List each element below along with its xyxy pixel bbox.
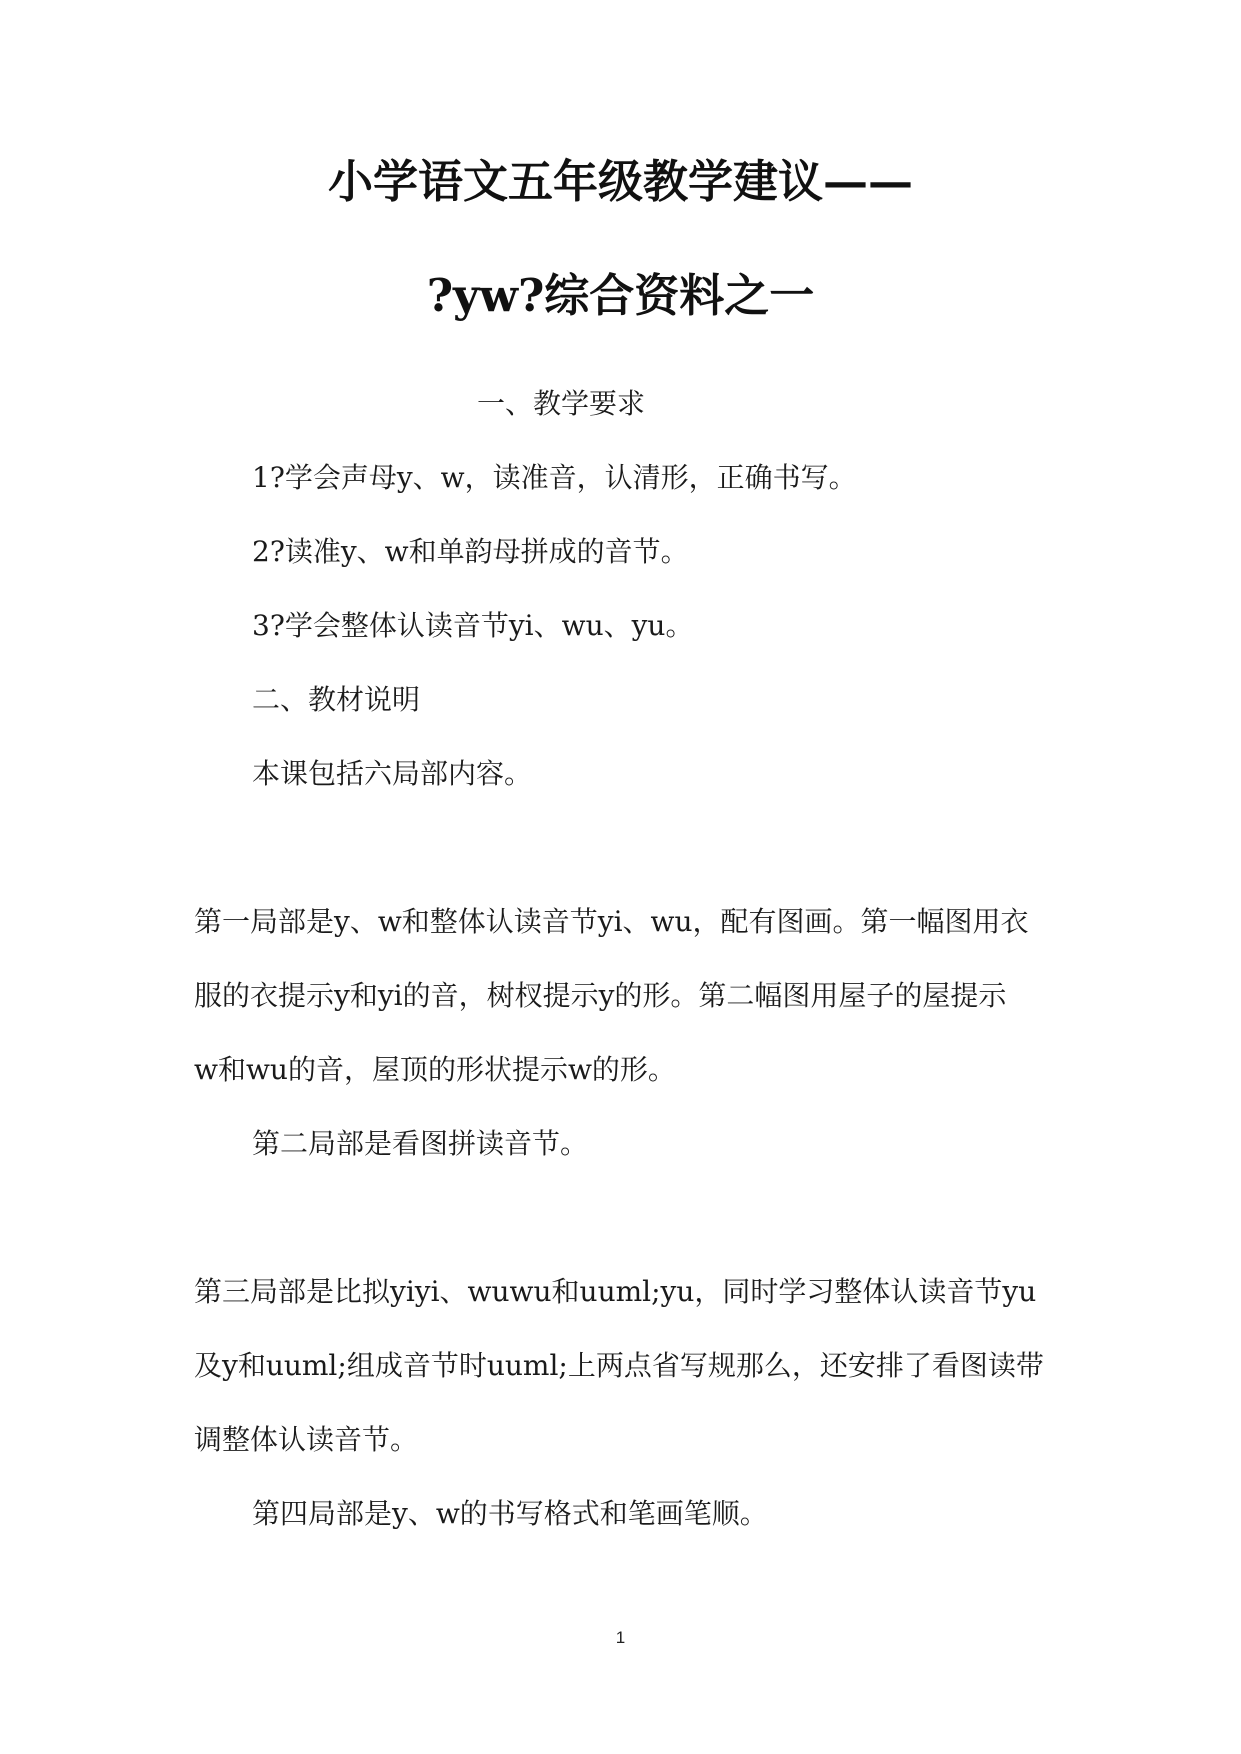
part1-paragraph-line: 服的衣提示y和yi的音，树杈提示y的形。第二幅图用屋子的屋提示 bbox=[194, 979, 1007, 1012]
page-number: 1 bbox=[615, 1628, 626, 1647]
document-title-line-1: 小学语文五年级教学建议—— bbox=[327, 155, 913, 208]
part1-paragraph-line: 第一局部是y、w和整体认读音节yi、wu，配有图画。第一幅图用衣 bbox=[194, 905, 1029, 938]
part3-paragraph-line: 第三局部是比拟yiyi、wuwu和uuml;yu，同时学习整体认读音节yu bbox=[194, 1275, 1037, 1308]
requirement-item-3: 3?学会整体认读音节yi、wu、yu。 bbox=[252, 609, 694, 642]
document-title-line-2: ?yw?综合资料之一 bbox=[426, 269, 815, 322]
part3-paragraph-line: 及y和uuml;组成音节时uuml;上两点省写规那么，还安排了看图读带 bbox=[194, 1349, 1044, 1382]
part2-paragraph: 第二局部是看图拼读音节。 bbox=[252, 1127, 589, 1160]
section-heading-materials: 二、教材说明 bbox=[252, 683, 421, 716]
part4-paragraph: 第四局部是y、w的书写格式和笔画笔顺。 bbox=[252, 1497, 768, 1530]
section-heading-requirements: 一、教学要求 bbox=[477, 387, 646, 420]
requirement-item-1: 1?学会声母y、w，读准音，认清形，正确书写。 bbox=[252, 461, 857, 494]
requirement-item-2: 2?读准y、w和单韵母拼成的音节。 bbox=[252, 535, 689, 568]
part3-paragraph-line: 调整体认读音节。 bbox=[194, 1423, 419, 1456]
intro-paragraph: 本课包括六局部内容。 bbox=[252, 757, 533, 790]
part1-paragraph-line: w和wu的音，屋顶的形状提示w的形。 bbox=[194, 1053, 676, 1086]
